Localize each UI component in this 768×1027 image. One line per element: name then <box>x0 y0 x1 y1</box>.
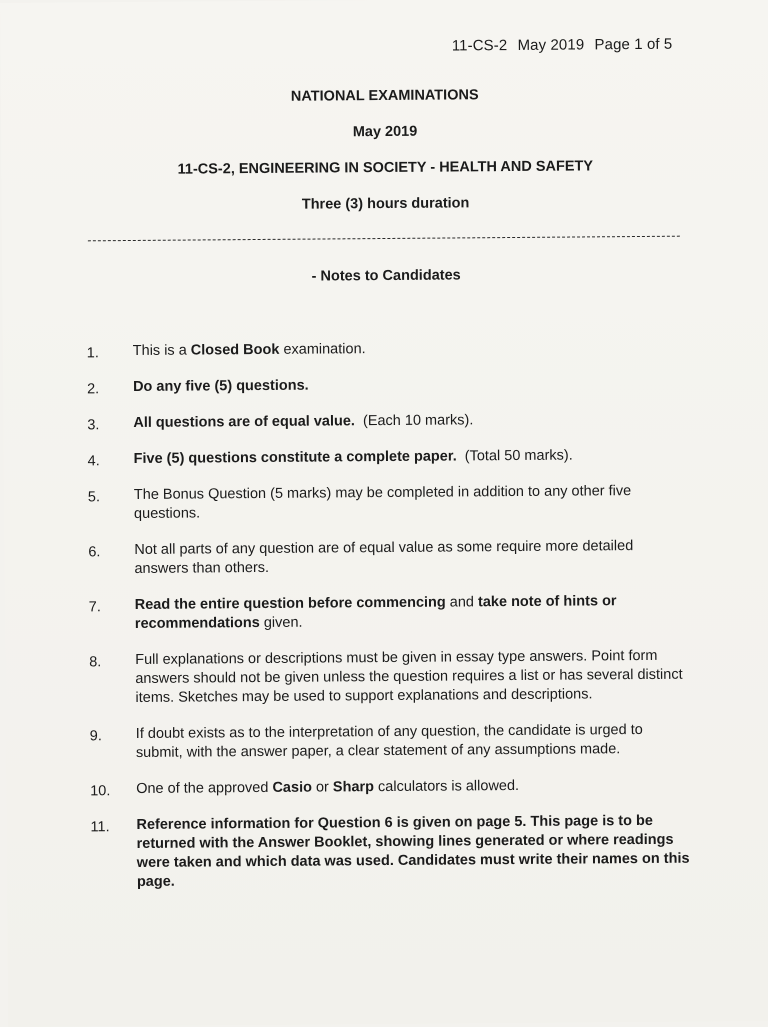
note-number: 8. <box>89 654 102 671</box>
note-item <box>87 374 687 398</box>
note-item <box>88 537 688 580</box>
page-header <box>446 36 673 55</box>
note-text-bold: Casio <box>272 779 312 796</box>
exam-duration: Three (3) hours duration <box>301 195 470 213</box>
note-text-bold: Closed Book <box>190 341 280 359</box>
note-number: 10. <box>90 783 111 800</box>
note-text: The Bonus Question (5 marks) may be completed in addition to any other five questions. <box>133 483 632 522</box>
note-text-bold: Do any five (5) questions. <box>132 377 309 395</box>
exam-date: May 2019 <box>517 36 585 54</box>
note-text: (Each 10 marks). <box>354 412 474 430</box>
note-text-bold: Five (5) questions constitute a complete paper. <box>133 448 457 467</box>
notes-heading: - Notes to Candidates <box>311 267 461 285</box>
note-text: examination. <box>279 341 366 358</box>
note-text: given. <box>259 614 303 631</box>
note-item <box>89 592 689 635</box>
note-text: or <box>311 779 333 796</box>
exam-title: NATIONAL EXAMINATIONS <box>290 87 479 105</box>
note-item <box>90 721 690 764</box>
note-text: Not all parts of any question are of equal value as some require more detailed answers than others. <box>134 538 634 577</box>
note-text: Full explanations or descriptions must be given in essay type answers. Point form answers should not be given unless the question requires a list or has several distinct items. Sketches may be used to support explanations and descriptions. <box>135 647 683 706</box>
note-number: 2. <box>86 381 100 398</box>
exam-session: May 2019 <box>352 123 418 141</box>
note-text: calculators is allowed. <box>373 777 520 796</box>
note-item <box>88 482 688 525</box>
note-number: 9. <box>89 728 102 745</box>
note-item <box>88 446 688 470</box>
note-text-bold: All questions are of equal value. <box>133 413 355 431</box>
note-text: (Total 50 marks). <box>456 447 573 465</box>
course-code: 11-CS-2 <box>451 37 508 55</box>
course-title: 11-CS-2, ENGINEERING IN SOCIETY - HEALTH AND SAFETY <box>177 158 594 178</box>
note-number: 3. <box>87 417 100 434</box>
note-item <box>89 647 689 709</box>
note-number: 1. <box>86 345 99 362</box>
note-text-bold: Reference information for Question 6 is given on page 5. This page is to be returned with the Answer Booklet, showing lines generated or where readings were taken and which data was used. Candidates must write their names on this page. <box>136 812 690 890</box>
note-number: 5. <box>87 489 101 506</box>
note-text-bold: Sharp <box>332 779 375 796</box>
note-text: and <box>445 594 479 611</box>
note-item <box>87 410 687 434</box>
note-number: 11. <box>90 819 110 836</box>
note-text-bold: Read the entire question before commencing <box>134 594 446 613</box>
note-text: If doubt exists as to the interpretation of any question, the candidate is urged to submit, with the answer paper, a clear statement of any assumptions made. <box>135 721 643 761</box>
note-number: 6. <box>88 544 101 561</box>
notes-list <box>87 338 691 910</box>
note-item <box>90 776 690 800</box>
note-item <box>90 812 691 893</box>
note-number: 7. <box>88 599 101 616</box>
note-item <box>87 338 687 362</box>
note-text: One of the approved <box>136 779 273 797</box>
note-text-bold: take note of hints or recommendations <box>134 593 617 632</box>
note-number: 4. <box>87 453 100 470</box>
note-text: This is a <box>132 342 191 359</box>
page-number: Page 1 of 5 <box>594 35 673 54</box>
dashed-divider <box>88 236 680 242</box>
